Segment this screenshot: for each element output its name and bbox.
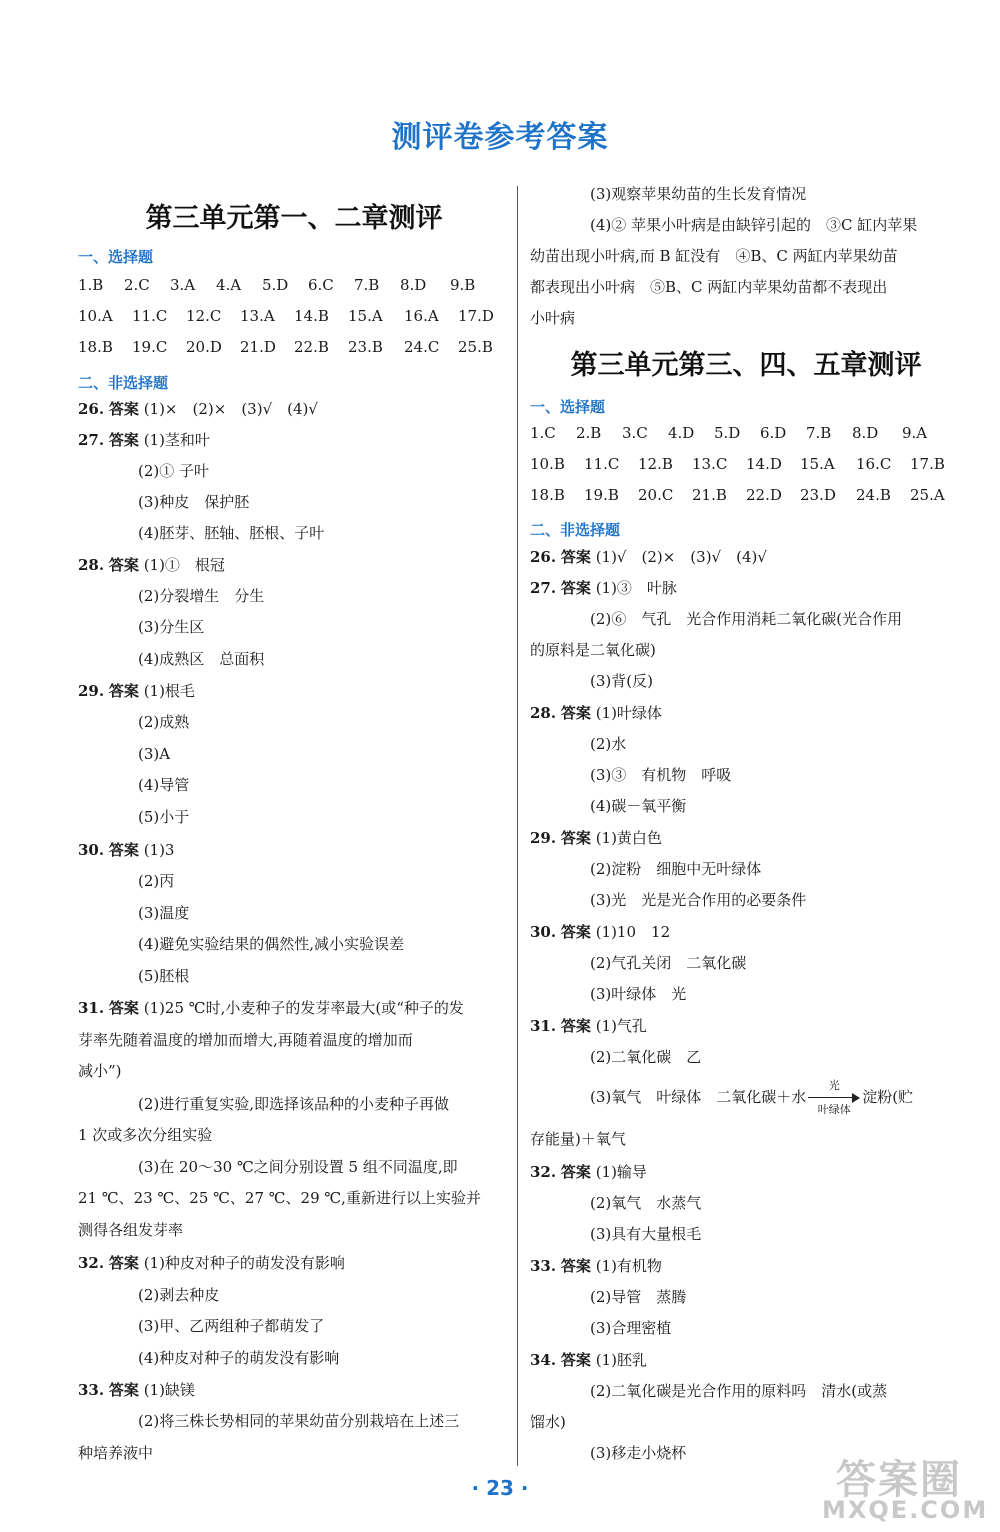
mc-answer: 10.B — [530, 455, 565, 473]
mc-row-left-1 — [78, 276, 510, 296]
mc-answer: 10.A — [78, 307, 113, 325]
mc-answer: 8.D — [400, 276, 427, 294]
mc-answer: 6.C — [308, 276, 334, 294]
mc-answer: 4.A — [216, 276, 242, 294]
answer-line: (3)温度 — [138, 904, 190, 922]
q26-left: 26. 答案 (1)× (2)× (3)√ (4)√ — [78, 400, 318, 418]
answer-line: (3)分生区 — [138, 618, 205, 636]
answer-line: (4)胚芽、胚轴、胚根、子叶 — [138, 524, 325, 542]
mc-answer: 15.A — [348, 307, 383, 325]
watermark-logo: 答案圈 MXQE.COM — [822, 1457, 989, 1524]
mc-answer: 7.B — [806, 424, 832, 442]
answer-line: (3)合理密植 — [590, 1319, 672, 1337]
mc-answer: 20.C — [638, 486, 674, 504]
mc-answer: 21.D — [240, 338, 276, 356]
mc-answer: 4.D — [668, 424, 695, 442]
answer-line: (4)种皮对种子的萌发没有影响 — [138, 1349, 340, 1367]
q27-right: 27. 答案 (1)③ 叶脉 — [530, 579, 677, 597]
mc-answer: 7.B — [354, 276, 380, 294]
answer-line: (3)甲、乙两组种子都萌发了 — [138, 1317, 325, 1335]
mc-answer: 1.C — [530, 424, 556, 442]
answer-line: (2)二氧化碳 乙 — [590, 1048, 702, 1066]
mc-answer: 12.C — [186, 307, 222, 325]
answer-line: (2)导管 蒸腾 — [590, 1288, 687, 1306]
answer-line: (3)③ 有机物 呼吸 — [590, 766, 732, 784]
mc-answer: 9.A — [902, 424, 928, 442]
answer-line: 馏水) — [530, 1413, 566, 1431]
column-divider — [517, 186, 518, 1466]
mc-answer: 3.A — [170, 276, 196, 294]
answer-line: (2)① 子叶 — [138, 462, 210, 480]
mc-answer: 9.B — [450, 276, 476, 294]
mc-answer: 22.B — [294, 338, 329, 356]
section-nonchoice-right: 二、非选择题 — [530, 521, 621, 539]
answer-line: 都表现出小叶病 ⑤B、C 两缸内苹果幼苗都不表现出 — [530, 278, 888, 296]
q28-right: 28. 答案 (1)叶绿体 — [530, 704, 662, 722]
answer-line: (3)光 光是光合作用的必要条件 — [590, 891, 807, 909]
unit-title-right: 第三单元第三、四、五章测评 — [570, 350, 922, 381]
mc-answer: 16.A — [404, 307, 439, 325]
mc-answer: 24.B — [856, 486, 891, 504]
mc-answer: 14.B — [294, 307, 329, 325]
answer-line: (3)观察苹果幼苗的生长发育情况 — [590, 185, 807, 203]
mc-answer: 23.B — [348, 338, 383, 356]
answer-line: (4)导管 — [138, 776, 190, 794]
q31-left: 31. 答案 (1)25 ℃时,小麦种子的发芽率最大(或“种子的发 — [78, 999, 464, 1017]
answer-line: (2)进行重复实验,即选择该品种的小麦种子再做 — [138, 1095, 450, 1113]
q28-left: 28. 答案 (1)① 根冠 — [78, 556, 225, 574]
q33-right: 33. 答案 (1)有机物 — [530, 1257, 662, 1275]
mc-answer: 5.D — [262, 276, 289, 294]
q27-left: 27. 答案 (1)茎和叶 — [78, 431, 210, 449]
answer-line: (4)避免实验结果的偶然性,减小实验误差 — [138, 935, 405, 953]
answer-line: (2)二氧化碳是光合作用的原料吗 清水(或蒸 — [590, 1382, 888, 1400]
answer-line: (2)⑥ 气孔 光合作用消耗二氧化碳(光合作用 — [590, 610, 903, 628]
mc-answer: 19.C — [132, 338, 168, 356]
answer-line: 小叶病 — [530, 309, 576, 327]
answer-line: 芽率先随着温度的增加而增大,再随着温度的增加而 — [78, 1031, 413, 1049]
answer-line: (2)氧气 水蒸气 — [590, 1194, 702, 1212]
mc-answer: 23.D — [800, 486, 836, 504]
section-nonchoice-left: 二、非选择题 — [78, 374, 169, 392]
q30-right: 30. 答案 (1)10 12 — [530, 923, 671, 941]
answer-line: 21 ℃、23 ℃、25 ℃、27 ℃、29 ℃,重新进行以上实验并 — [78, 1189, 481, 1207]
mc-row-left-3 — [78, 338, 510, 358]
mc-answer: 8.D — [852, 424, 879, 442]
mc-answer: 20.D — [186, 338, 222, 356]
mc-answer: 17.D — [458, 307, 494, 325]
answer-line: (2)分裂增生 分生 — [138, 587, 265, 605]
answer-line: 幼苗出现小叶病,而 B 缸没有 ④B、C 两缸内苹果幼苗 — [530, 247, 898, 265]
answer-line: (4)碳－氧平衡 — [590, 797, 687, 815]
answer-line: 存能量)＋氧气 — [530, 1130, 626, 1148]
mc-answer: 2.C — [124, 276, 150, 294]
mc-answer: 5.D — [714, 424, 741, 442]
answer-line: (2)气孔关闭 二氧化碳 — [590, 954, 747, 972]
mc-row-right-2 — [530, 455, 962, 475]
mc-answer: 15.A — [800, 455, 835, 473]
answer-line: (2)成熟 — [138, 713, 190, 731]
answer-line: (2)水 — [590, 735, 627, 753]
mc-answer: 24.C — [404, 338, 440, 356]
mc-answer: 14.D — [746, 455, 782, 473]
answer-line: 的原料是二氧化碳) — [530, 641, 656, 659]
answer-line: (3)具有大量根毛 — [590, 1225, 702, 1243]
answer-line: 种培养液中 — [78, 1444, 154, 1462]
mc-answer: 2.B — [576, 424, 602, 442]
q29-left: 29. 答案 (1)根毛 — [78, 682, 195, 700]
mc-answer: 25.B — [458, 338, 493, 356]
answer-line: (5)小于 — [138, 808, 190, 826]
mc-row-left-2 — [78, 307, 510, 327]
answer-line: (3)背(反) — [590, 672, 653, 690]
page-title: 测评卷参考答案 — [391, 120, 609, 155]
mc-answer: 22.D — [746, 486, 782, 504]
q29-right: 29. 答案 (1)黄白色 — [530, 829, 662, 847]
mc-answer: 6.D — [760, 424, 787, 442]
answer-line: (2)剥去种皮 — [138, 1286, 220, 1304]
answer-line: (3)A — [138, 745, 171, 763]
mc-answer: 12.B — [638, 455, 673, 473]
answer-line: (2)将三株长势相同的苹果幼苗分别栽培在上述三 — [138, 1412, 460, 1430]
q32-right: 32. 答案 (1)输导 — [530, 1163, 647, 1181]
answer-line: (3)种皮 保护胚 — [138, 493, 250, 511]
photosynthesis-equation: (3)氧气 叶绿体 二氧化碳＋水 光 叶绿体 淀粉(贮 — [590, 1079, 914, 1116]
q31-right: 31. 答案 (1)气孔 — [530, 1017, 647, 1035]
mc-answer: 11.C — [132, 307, 168, 325]
mc-answer: 18.B — [78, 338, 113, 356]
answer-line: (2)丙 — [138, 872, 175, 890]
reaction-arrow-icon: 光 叶绿体 — [808, 1083, 860, 1113]
answer-line: (3)移走小烧杯 — [590, 1444, 687, 1462]
q34-right: 34. 答案 (1)胚乳 — [530, 1351, 647, 1369]
mc-answer: 18.B — [530, 486, 565, 504]
answer-line: (4)成熟区 总面积 — [138, 650, 265, 668]
section-choice-left: 一、选择题 — [78, 248, 154, 266]
mc-answer: 25.A — [910, 486, 945, 504]
mc-row-right-1 — [530, 424, 962, 444]
mc-row-right-3 — [530, 486, 962, 506]
mc-answer: 19.B — [584, 486, 619, 504]
mc-answer: 13.A — [240, 307, 275, 325]
q26-right: 26. 答案 (1)√ (2)× (3)√ (4)√ — [530, 548, 767, 566]
mc-answer: 21.B — [692, 486, 727, 504]
page-number: · 23 · — [471, 1476, 529, 1500]
answer-line: (2)淀粉 细胞中无叶绿体 — [590, 860, 762, 878]
answer-line: 测得各组发芽率 — [78, 1221, 184, 1239]
answer-line: 减小”) — [78, 1062, 122, 1080]
answer-line: 1 次或多次分组实验 — [78, 1126, 213, 1144]
q32-left: 32. 答案 (1)种皮对种子的萌发没有影响 — [78, 1254, 345, 1272]
mc-answer: 17.B — [910, 455, 945, 473]
mc-answer: 11.C — [584, 455, 620, 473]
answer-line: (3)叶绿体 光 — [590, 985, 687, 1003]
mc-answer: 1.B — [78, 276, 104, 294]
mc-answer: 13.C — [692, 455, 728, 473]
answer-line: (3)在 20～30 ℃之间分别设置 5 组不同温度,即 — [138, 1158, 458, 1176]
section-choice-right: 一、选择题 — [530, 398, 606, 416]
q30-left: 30. 答案 (1)3 — [78, 841, 175, 859]
answer-line: (5)胚根 — [138, 967, 190, 985]
unit-title-left: 第三单元第一、二章测评 — [145, 203, 443, 234]
mc-answer: 3.C — [622, 424, 648, 442]
q33-left: 33. 答案 (1)缺镁 — [78, 1381, 195, 1399]
answer-line: (4)② 苹果小叶病是由缺锌引起的 ③C 缸内苹果 — [590, 216, 918, 234]
mc-answer: 16.C — [856, 455, 892, 473]
